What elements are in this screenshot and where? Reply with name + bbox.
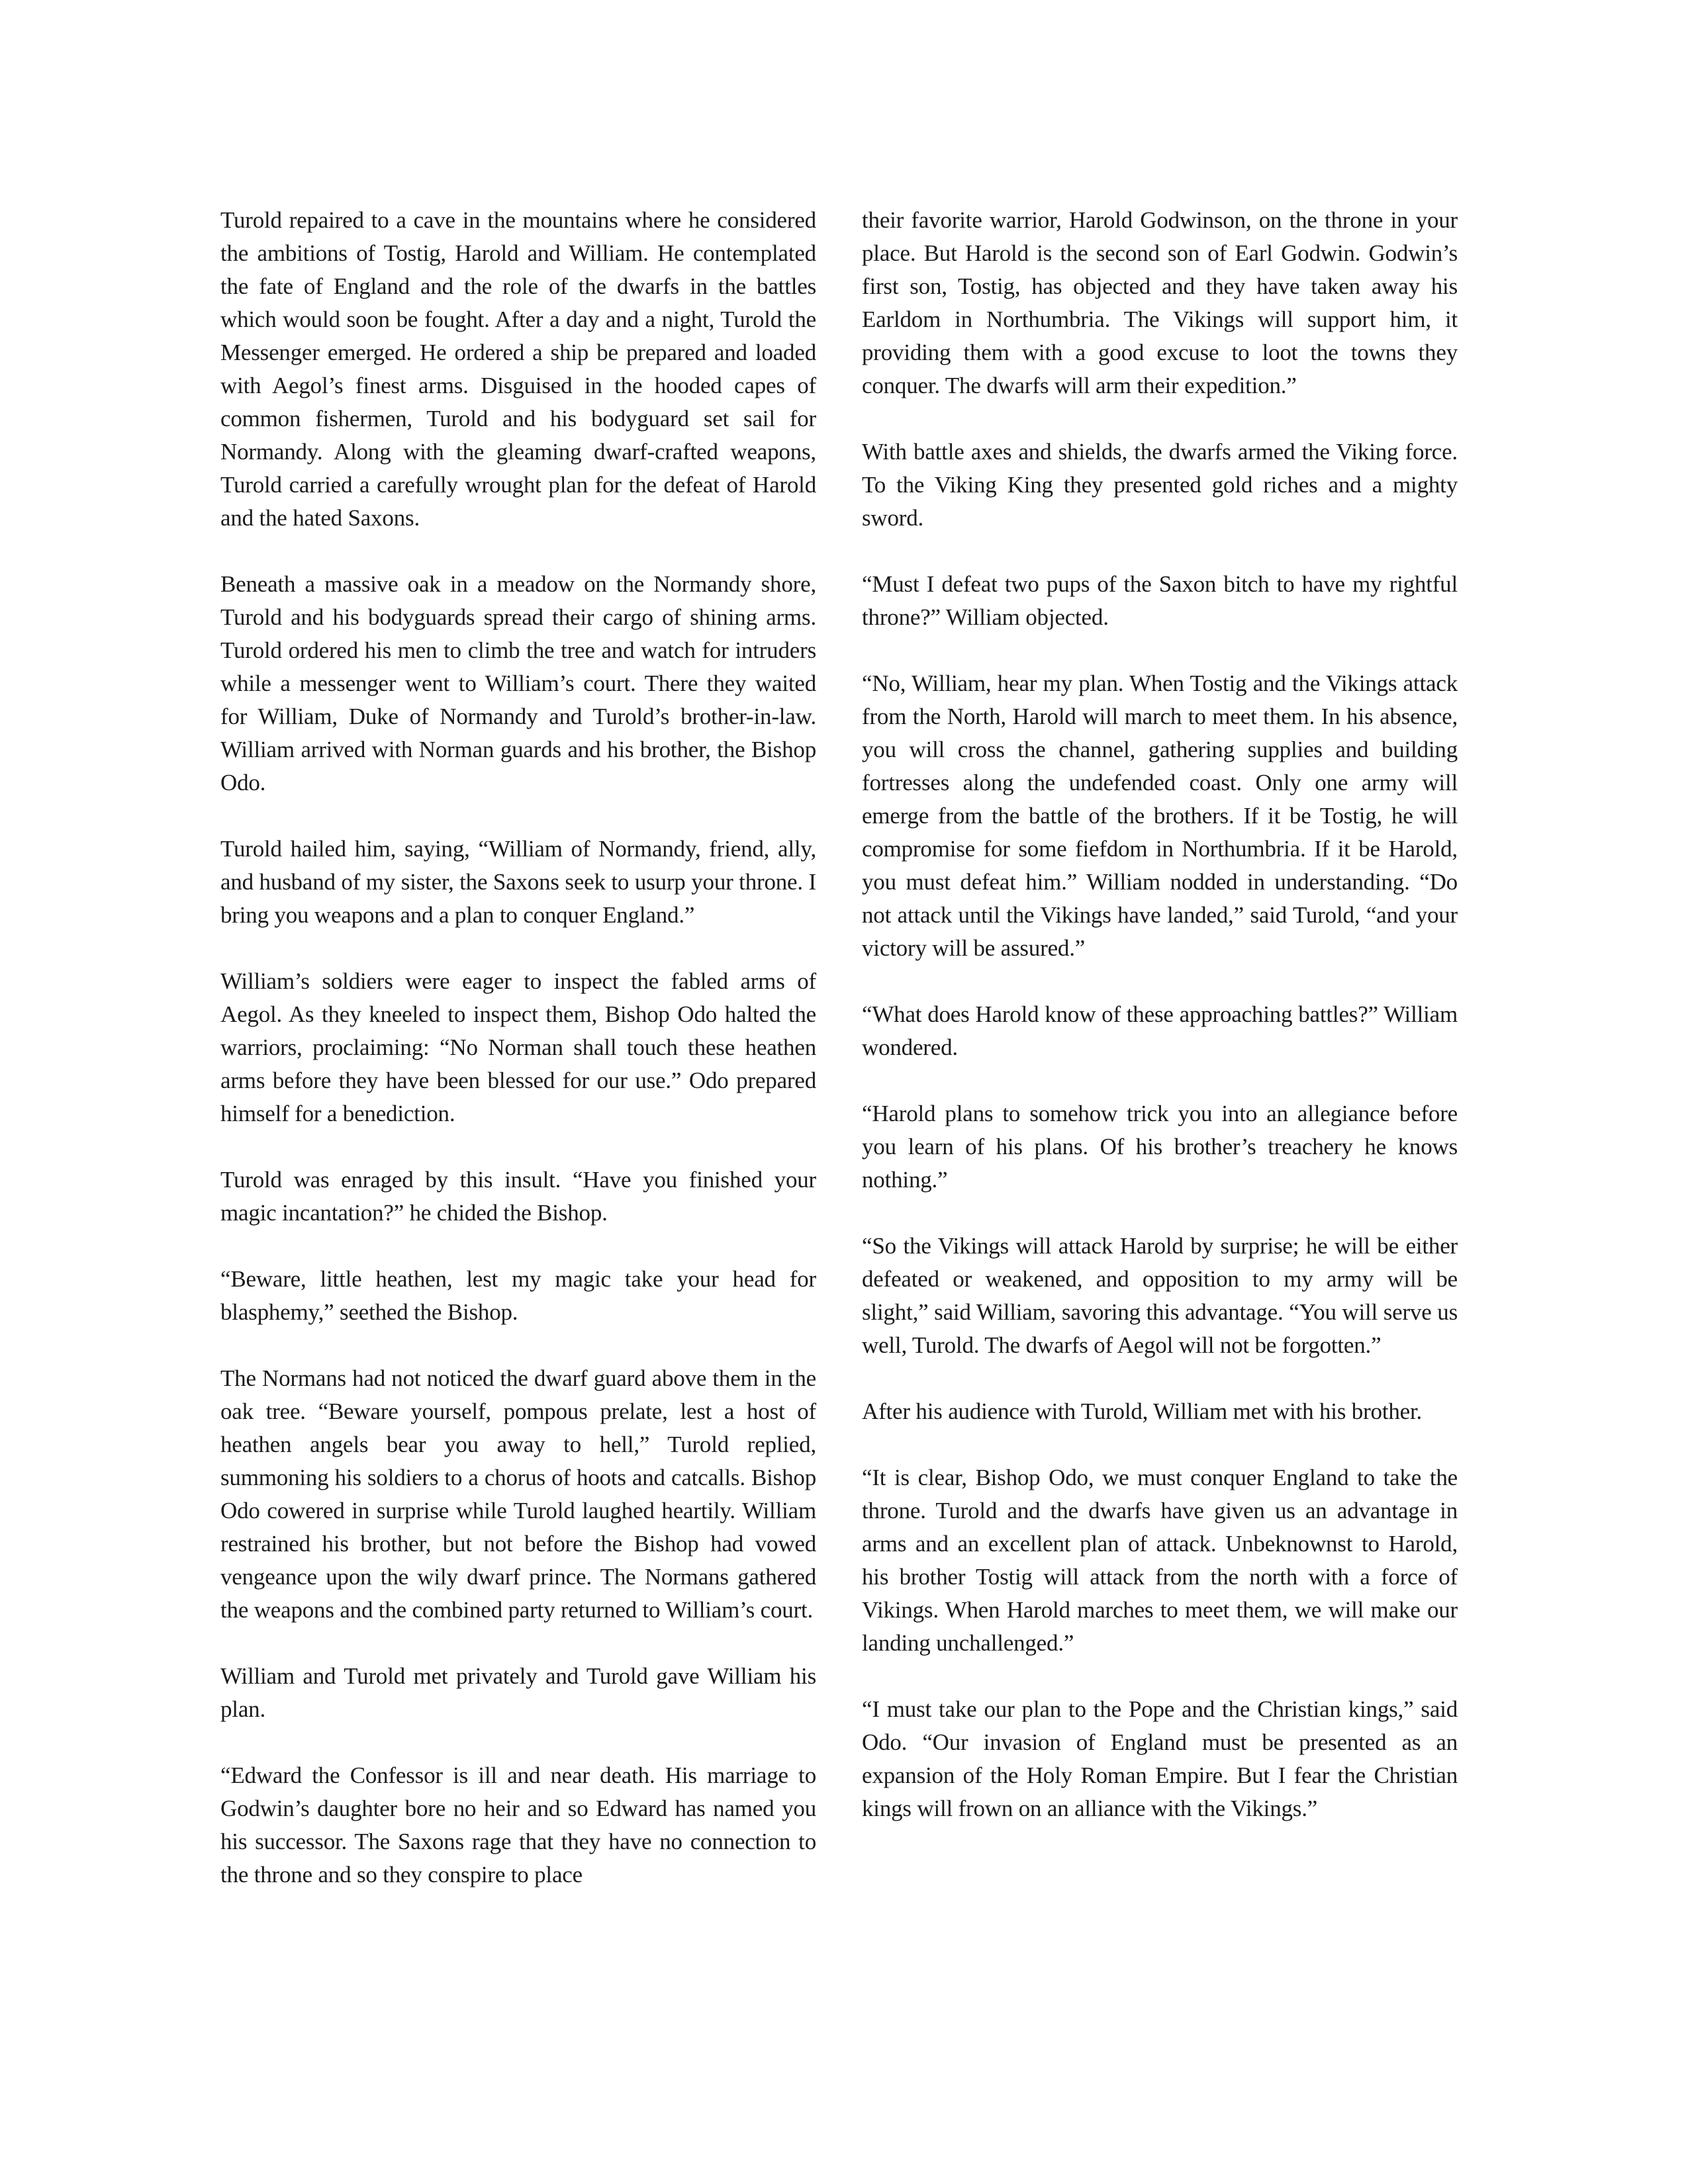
paragraph: After his audience with Turold, William met with his brother. bbox=[862, 1398, 1423, 1424]
paragraph: “Beware, little heathen, lest my magic take your head for blasphemy,” seethed the Bishop. bbox=[220, 1266, 816, 1325]
paragraph: “What does Harold know of these approaching battles?” William wondered. bbox=[862, 1001, 1458, 1060]
paragraph: “Harold plans to somehow trick you into an allegiance before you learn of his plans. Of his brother’s treachery he knows nothing.” bbox=[862, 1101, 1458, 1193]
paragraph: With battle axes and shields, the dwarfs armed the Viking force. To the Viking King they presented gold riches and a mighty sword. bbox=[862, 439, 1458, 531]
right-column bbox=[862, 204, 1458, 1858]
paragraph: “I must take our plan to the Pope and the Christian kings,” said Odo. “Our invasion of England must be presented as an expansion of the Holy Roman Empire. But I fear the Christian kings will frown on an alliance with the Vikings.” bbox=[862, 1696, 1458, 1821]
paragraph: William and Turold met privately and Turold gave William his plan. bbox=[220, 1663, 816, 1722]
paragraph: William’s soldiers were eager to inspect the fabled arms of Aegol. As they kneeled to inspect them, Bishop Odo halted the warriors, proclaiming: “No Norman shall touch these heathen arms before they have been blessed for our use.” Odo prepared himself for a benediction. bbox=[220, 968, 816, 1126]
paragraph: “It is clear, Bishop Odo, we must conquer England to take the throne. Turold and the dwarfs have given us an advantage in arms and an excellent plan of attack. Unbeknownst to Harold, his brother Tostig will attack from the north with a force of Vikings. When Harold marches to meet them, we will make our landing unchallenged.” bbox=[862, 1465, 1458, 1656]
paragraph: Beneath a massive oak in a meadow on the Normandy shore, Turold and his bodyguards spread their cargo of shining arms. Turold ordered his men to climb the tree and watch for intruders while a messenger went to William’s court. There they waited for William, Duke of Normandy and Turold’s brother-in-law. William arrived with Norman guards and his brother, the Bishop Odo. bbox=[220, 571, 816, 796]
paragraph: “No, William, hear my plan. When Tostig and the Vikings attack from the North, Harold will march to meet them. In his absence, you will cross the channel, gathering supplies and building fortresses along the undefended coast. Only one army will emerge from the battle of the brothers. If it be Tostig, he will compromise for some fiefdom in Northumbria. If it be Harold, you must defeat him.” William nodded in understanding. “Do not attack until the Vikings have landed,” said Turold, “and your victory will be assured.” bbox=[862, 670, 1458, 961]
paragraph: “So the Vikings will attack Harold by surprise; he will be either defeated or weakened, and opposition to my army will be slight,” said William, savoring this advantage. “You will serve us well, Turold. The dwarfs of Aegol will not be forgotten.” bbox=[862, 1233, 1458, 1358]
paragraph: The Normans had not noticed the dwarf guard above them in the oak tree. “Beware yourself, pompous prelate, lest a host of heathen angels bear you away to hell,” Turold replied, summoning his soldiers to a chorus of hoots and catcalls. Bishop Odo cowered in surprise while Turold laughed heartily. William restrained his brother, but not before the Bishop had vowed vengeance upon the wily dwarf prince. The Normans gathered the weapons and the combined party returned to William’s court. bbox=[220, 1365, 816, 1623]
paragraph: “Must I defeat two pups of the Saxon bitch to have my rightful throne?” William objected. bbox=[862, 571, 1458, 630]
paragraph: Turold hailed him, saying, “William of Normandy, friend, ally, and husband of my sister, the Saxons seek to usurp your throne. I bring you weapons and a plan to conquer England.” bbox=[220, 836, 816, 928]
paragraph: their favorite warrior, Harold Godwinson, on the throne in your place. But Harold is the second son of Earl Godwin. Godwin’s first son, Tostig, has objected and they have taken away his Earldom in Northumbria. The Vikings will support him, it providing them with a good excuse to loot the towns they conquer. The dwarfs will arm their expedition.” bbox=[862, 207, 1458, 398]
paragraph: Turold repaired to a cave in the mountains where he considered the ambitions of Tostig, Harold and William. He contemplated the fate of England and the role of the dwarfs in the battles which would soon be fought. After a day and a night, Turold the Messenger emerged. He ordered a ship be prepared and loaded with Aegol’s finest arms. Disguised in the hooded capes of common fishermen, Turold and his bodyguard set sail for Normandy. Along with the gleaming dwarf-crafted weapons, Turold carried a carefully wrought plan for the defeat of Harold and the hated Saxons. bbox=[220, 207, 816, 531]
left-column bbox=[220, 204, 816, 1925]
paragraph: “Edward the Confessor is ill and near death. His marriage to Godwin’s daughter bore no heir and so Edward has named you his successor. The Saxons rage that they have no connection to the throne and so they conspire to place bbox=[220, 1762, 816, 1888]
paragraph: Turold was enraged by this insult. “Have you finished your magic incantation?” he chided the Bishop. bbox=[220, 1167, 816, 1226]
